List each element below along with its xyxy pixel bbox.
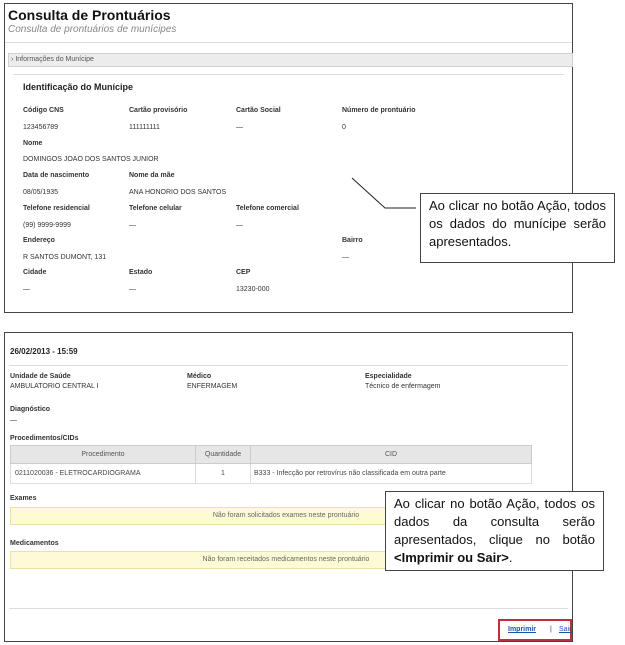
label-unidade: Unidade de Saúde bbox=[10, 373, 71, 380]
consulta-datetime: 26/02/2013 - 15:59 bbox=[10, 347, 78, 356]
callout-consulta bbox=[385, 491, 604, 571]
chevron-right-icon: › bbox=[11, 56, 14, 63]
value-provisorio: 111111111 bbox=[129, 124, 160, 131]
callout2-text: Ao clicar no botão Ação, todos os dados da consulta serão apresentados, clique no botão bbox=[394, 496, 595, 547]
section-heading: Identificação do Munícipe bbox=[23, 82, 134, 92]
value-unidade: AMBULATORIO CENTRAL I bbox=[10, 383, 99, 390]
th-quantidade: Quantidade bbox=[196, 446, 251, 464]
medicamentos-message: Não foram receitados medicamentos neste prontuário bbox=[10, 551, 562, 569]
exames-message: Não foram solicitados exames neste prontuário bbox=[10, 507, 562, 525]
value-medico: ENFERMAGEM bbox=[187, 383, 238, 390]
th-procedimento: Procedimento bbox=[11, 446, 196, 464]
consulta-panel bbox=[4, 332, 573, 642]
label-provisorio: Cartão provisório bbox=[129, 107, 188, 114]
imprimir-button[interactable]: Imprimir bbox=[508, 626, 537, 633]
label-social: Cartão Social bbox=[236, 107, 281, 114]
button-separator: | bbox=[550, 626, 552, 633]
callout-municipe: Ao clicar no botão Ação, todos os dados do munícipe serão apresentados. bbox=[420, 193, 615, 263]
th-cid: CID bbox=[251, 446, 532, 464]
label-nascimento: Data de nascimento bbox=[23, 172, 90, 179]
label-mae: Nome da mãe bbox=[129, 172, 175, 179]
value-prontuario: 0 bbox=[342, 124, 346, 131]
value-estado: — bbox=[129, 286, 136, 293]
label-cidade: Cidade bbox=[23, 269, 47, 276]
value-tel-res: (99) 9999-9999 bbox=[23, 222, 71, 229]
label-medico: Médico bbox=[187, 373, 212, 380]
value-nascimento: 08/05/1935 bbox=[23, 189, 59, 196]
label-bairro: Bairro bbox=[342, 237, 363, 244]
value-tel-cel: — bbox=[129, 222, 136, 229]
value-cep: 13230-000 bbox=[236, 286, 270, 293]
action-buttons-highlight bbox=[498, 619, 572, 641]
label-exames: Exames bbox=[10, 495, 37, 502]
section-header-label: Informações do Munícipe bbox=[15, 56, 94, 63]
value-nome: DOMINGOS JOAO DOS SANTOS JUNIOR bbox=[23, 156, 159, 163]
cell-quantidade: 1 bbox=[196, 464, 251, 484]
value-tel-com: — bbox=[236, 222, 243, 229]
label-nome: Nome bbox=[23, 140, 43, 147]
callout2-end: . bbox=[508, 550, 513, 565]
value-bairro: — bbox=[342, 254, 349, 261]
label-especialidade: Especialidade bbox=[365, 373, 412, 380]
label-cns: Código CNS bbox=[23, 107, 64, 114]
sair-button[interactable]: Sair bbox=[559, 626, 572, 633]
value-cidade: — bbox=[23, 286, 30, 293]
label-prontuario: Número de prontuário bbox=[342, 107, 416, 114]
value-especialidade: Técnico de enfermagem bbox=[365, 383, 441, 390]
label-procedimentos: Procedimentos/CIDs bbox=[10, 435, 79, 442]
value-endereco: R SANTOS DUMONT, 131 bbox=[23, 254, 107, 261]
cell-cid: B333 - Infecção por retrovírus não classificada em outra parte bbox=[251, 464, 532, 484]
page-subtitle: Consulta de prontuários de munícipes bbox=[8, 24, 177, 35]
callout2-bold: <Imprimir ou Sair> bbox=[394, 550, 509, 565]
label-estado: Estado bbox=[129, 269, 153, 276]
cell-procedimento: 0211020036 - ELETROCARDIOGRAMA bbox=[11, 464, 196, 484]
label-tel-res: Telefone residencial bbox=[23, 205, 90, 212]
label-tel-cel: Telefone celular bbox=[129, 205, 182, 212]
table-row bbox=[11, 464, 532, 484]
page-title: Consulta de Prontuários bbox=[8, 7, 171, 23]
callout1-connector bbox=[352, 178, 416, 208]
value-cns: 123456789 bbox=[23, 124, 59, 131]
label-diagnostico: Diagnóstico bbox=[10, 406, 51, 413]
label-cep: CEP bbox=[236, 269, 251, 276]
label-endereco: Endereço bbox=[23, 237, 55, 244]
procedimentos-table bbox=[10, 445, 532, 484]
value-diagnostico: — bbox=[10, 417, 17, 424]
value-social: — bbox=[236, 124, 243, 131]
label-tel-com: Telefone comercial bbox=[236, 205, 299, 212]
label-medicamentos: Medicamentos bbox=[10, 540, 59, 547]
value-mae: ANA HONORIO DOS SANTOS bbox=[129, 189, 227, 196]
